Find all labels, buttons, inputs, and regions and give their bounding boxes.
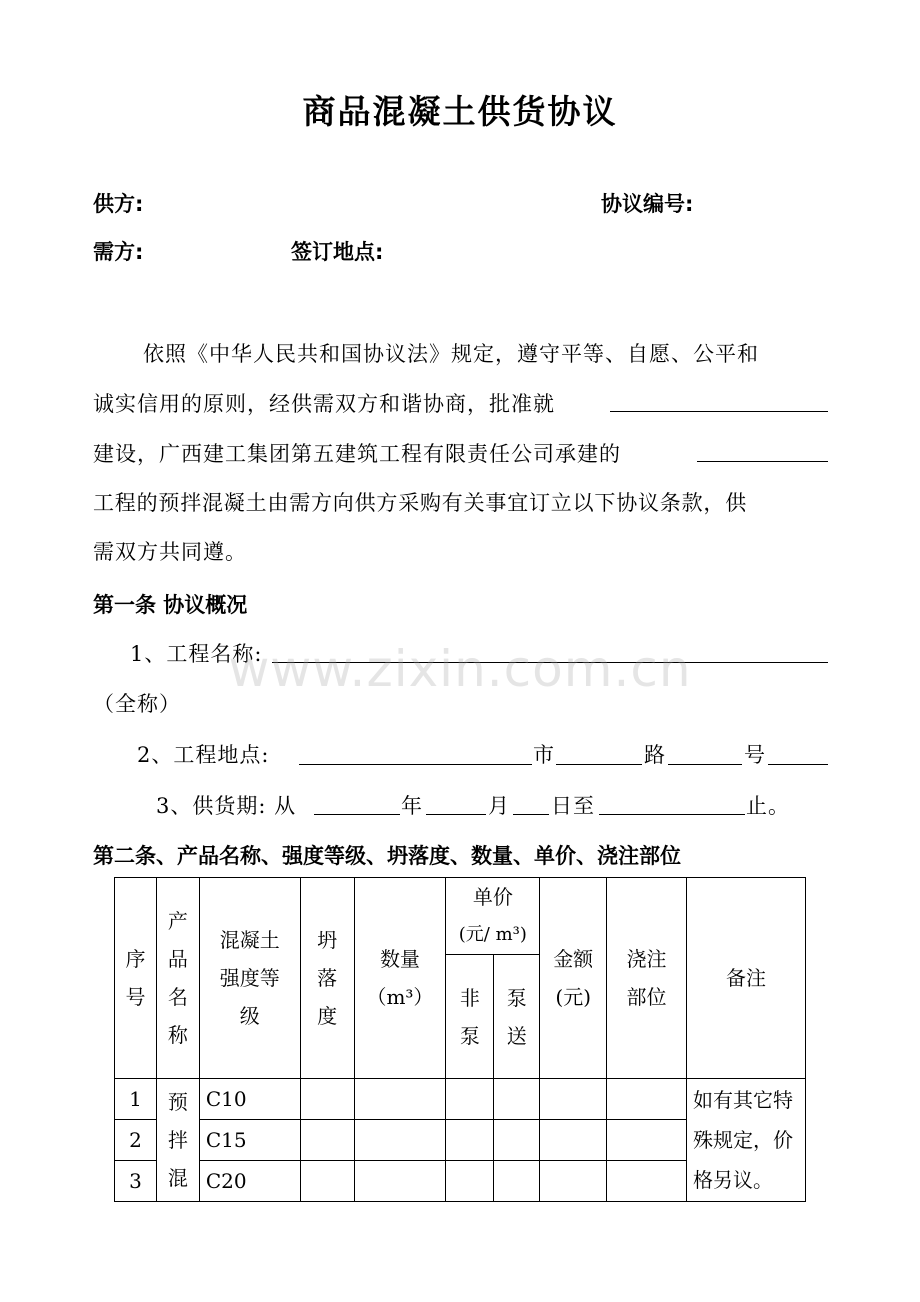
row-qty (354, 1079, 446, 1120)
intro-line-5: 需双方共同遵。 (93, 540, 247, 564)
city-label: 市 (533, 743, 555, 767)
header-pump: 泵送 (494, 955, 540, 1079)
number-label: 号 (744, 743, 766, 767)
table-row (115, 1079, 806, 1120)
row-slump (300, 1079, 354, 1120)
row-position (607, 1161, 687, 1202)
header-grade: 混凝土强度等级 (199, 878, 300, 1079)
city-blank (556, 764, 642, 765)
header-price-label: 单价 (472, 885, 513, 909)
year-label: 年 (401, 794, 423, 818)
row-position (607, 1079, 687, 1120)
row-qty (354, 1161, 446, 1202)
intro-line-1: 依照《中华人民共和国协议法》规定，遵守平等、自愿、公平和 (143, 342, 759, 366)
end-label: 止。 (746, 794, 790, 818)
row-grade: C15 (199, 1120, 300, 1161)
row-seq: 2 (115, 1120, 157, 1161)
product-name-cell: 预拌混 (156, 1079, 199, 1202)
row-pump-price (494, 1079, 540, 1120)
period-label: 3、供货期: 从 (156, 794, 297, 818)
article-2-heading: 第二条、产品名称、强度等级、坍落度、数量、单价、浇注部位 (93, 844, 681, 868)
header-nonpump: 非泵 (446, 955, 494, 1079)
header-amount-unit: (元) (555, 985, 591, 1009)
site-label: 2、工程地点: (137, 743, 270, 767)
intro-line-4: 工程的预拌混凝土由需方向供方采购有关事宜订立以下协议条款，供 (93, 491, 747, 515)
header-qty-label: 数量 (379, 947, 420, 971)
header-price (446, 878, 540, 955)
start-year-blank (314, 814, 400, 815)
row-grade: C20 (199, 1161, 300, 1202)
row-seq: 1 (115, 1079, 157, 1120)
row-nonpump-price (446, 1161, 494, 1202)
month-label: 月 (488, 794, 510, 818)
agreement-no-label: 协议编号: (601, 192, 694, 216)
row-amount (540, 1161, 607, 1202)
road-label: 路 (644, 743, 666, 767)
intro-line-3: 建设，广西建工集团第五建筑工程有限责任公司承建的 (93, 442, 621, 466)
project-blank-2 (697, 461, 828, 462)
row-seq: 3 (115, 1161, 157, 1202)
product-table (114, 877, 806, 1202)
document-title: 商品混凝土供货协议 (302, 92, 618, 131)
row-amount (540, 1120, 607, 1161)
watermark: www.zixin.com.cn (228, 640, 692, 698)
project-blank-1 (610, 411, 828, 412)
buyer-label: 需方: (93, 240, 144, 264)
row-nonpump-price (446, 1079, 494, 1120)
row-pump-price (494, 1120, 540, 1161)
day-to-label: 日至 (551, 794, 595, 818)
header-qty (354, 878, 446, 1079)
header-qty-unit: （m³） (366, 985, 434, 1009)
end-date-blank (599, 814, 745, 815)
project-name-label: 1、工程名称: (130, 642, 263, 666)
row-nonpump-price (446, 1120, 494, 1161)
number-blank (768, 764, 828, 765)
header-seq: 序号 (115, 878, 157, 1079)
header-position: 浇注部位 (607, 878, 687, 1079)
row-grade: C10 (199, 1079, 300, 1120)
row-qty (354, 1120, 446, 1161)
row-amount (540, 1079, 607, 1120)
header-slump: 坍落度 (300, 878, 354, 1079)
row-slump (300, 1120, 354, 1161)
article-1-heading: 第一条 协议概况 (93, 593, 248, 617)
sign-place-label: 签订地点: (291, 240, 384, 264)
header-remark: 备注 (686, 878, 805, 1079)
remark-cell: 如有其它特殊规定，价格另议。 (686, 1079, 805, 1202)
site-blank (299, 764, 532, 765)
start-month-blank (426, 814, 486, 815)
header-product: 产品名称 (156, 878, 199, 1079)
header-amount (540, 878, 607, 1079)
start-day-blank (513, 814, 549, 815)
row-position (607, 1120, 687, 1161)
full-name-note: （全称） (93, 692, 181, 716)
supplier-label: 供方: (93, 192, 144, 216)
road-blank (668, 764, 742, 765)
row-pump-price (494, 1161, 540, 1202)
header-amount-label: 金额 (553, 947, 594, 971)
intro-line-2: 诚实信用的原则，经供需双方和谐协商，批准就 (93, 392, 555, 416)
row-slump (300, 1161, 354, 1202)
header-price-unit: (元/ m³) (458, 924, 527, 945)
